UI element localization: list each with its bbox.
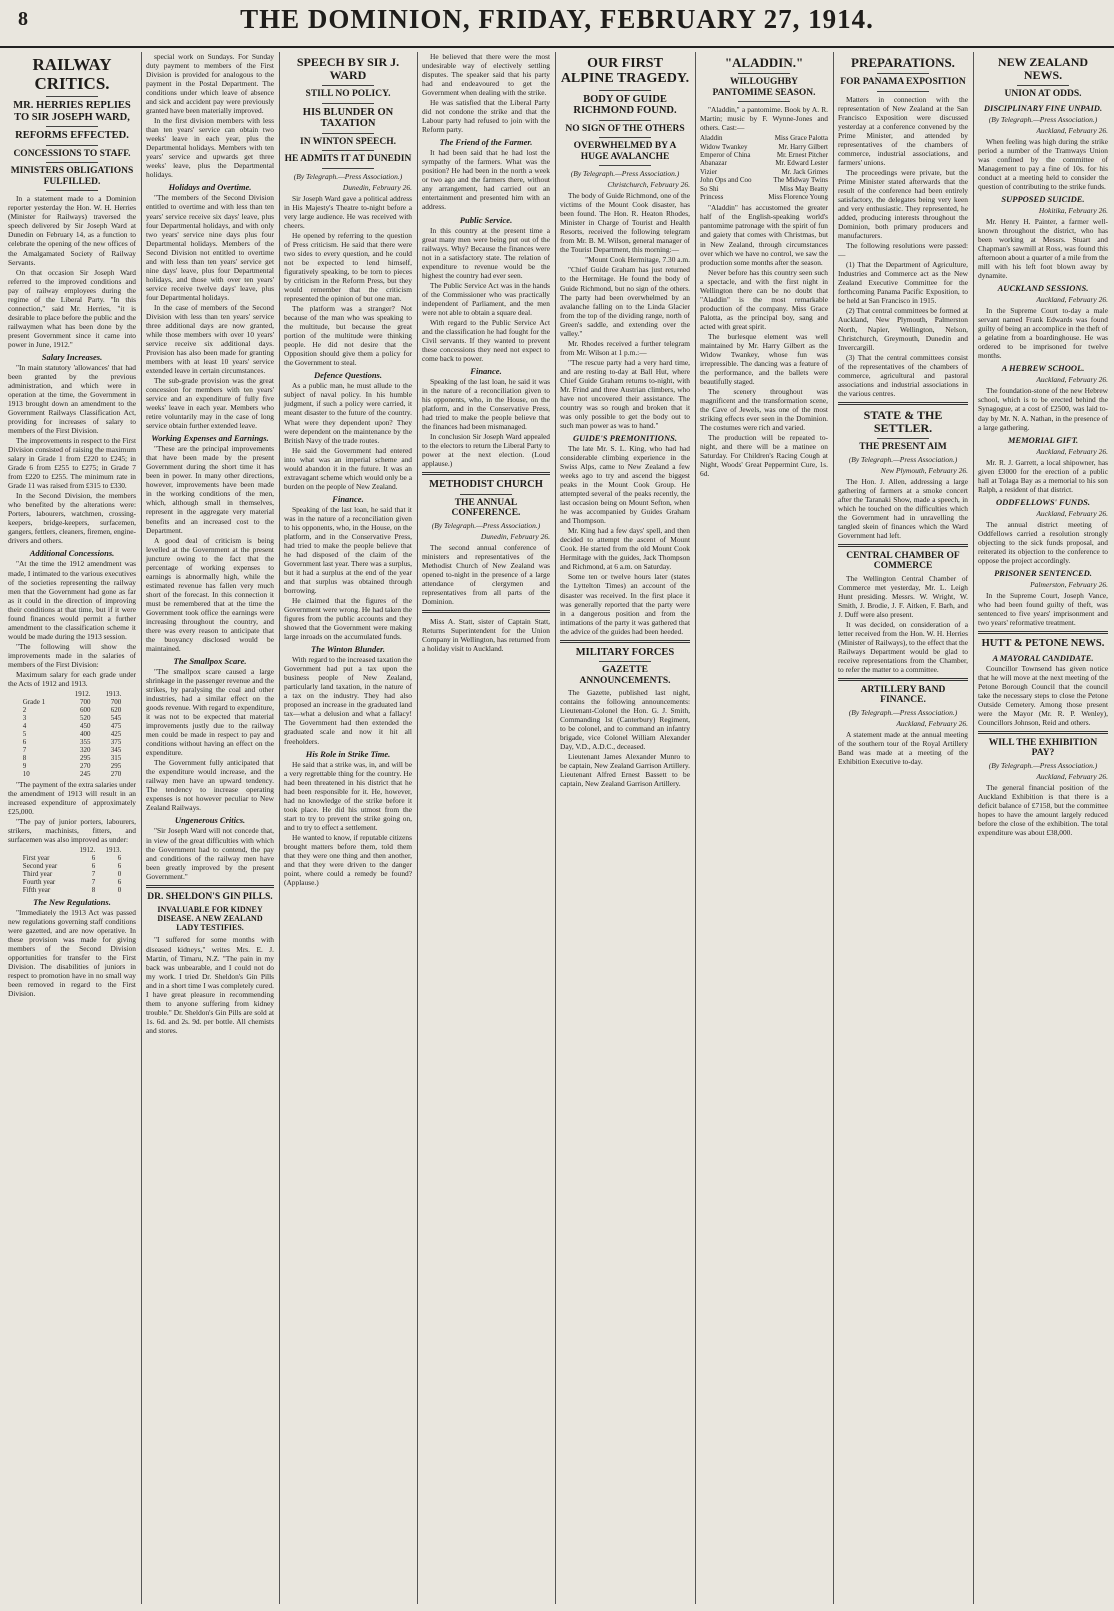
article-paragraph: The burlesque element was well maintained by Mr. Harry Gilbert as the Widow Twankey, whose fun was irrepressible. The dancing was a feature of the performance, and the ballets were beautifully staged. bbox=[700, 331, 828, 386]
deck: BODY OF GUIDE RICHMOND FOUND. bbox=[573, 93, 677, 117]
article-paragraph: (3) That the central committees consist of the representatives of the chambers of commerce, agricultural and pastoral associations and industrial associations in the various centres. bbox=[838, 352, 968, 398]
newspaper-title: THE DOMINION, FRIDAY, FEBRUARY 27, 1914. bbox=[240, 4, 874, 34]
article-paragraph: The sub-grade provision was the great concession for members with ten years' service and an expenditure of fully five weeks' leave in each year. Members who retire voluntarily may in the case of long service obtain further extended leave. bbox=[146, 376, 274, 431]
article-paragraph: "These are the principal improvements that have been made by the present Government during the short time it has been in power. In many other directions, however, improvements have been made in the working conditions of the men, which, although small in themselves, represent in the aggregate very material benefits and an increased cost to the Department. bbox=[146, 444, 274, 535]
headline-methodist-church: METHODIST CHURCH bbox=[429, 479, 543, 491]
article-paragraph: Mr. King had a few days' spell, and then decided to attempt the ascent of Mount Cook. He started from the old Mount Cook Hermitage with the guides, Jack Thompson and Richmond, at 6 a.m. on Saturday. bbox=[560, 526, 690, 572]
article-paragraph: As a public man, he must allude to the subject of naval policy. In his humble judgment, if such a policy were carried, it meant disaster to the future of the country. What were they dependent upon? They were dependent on the maintenance by the British Navy of the trade routes. bbox=[284, 381, 412, 445]
headline-military-forces: MILITARY FORCES bbox=[575, 646, 675, 658]
article-paragraph: In a statement made to a Dominion reporter yesterday the Hon. W. H. Herries (Minister for Railways) traversed the speech delivered by Sir Joseph Ward at Dunedin on February 14, as a function to celebrate the opening of the new offices of the Amalgamated Society of Railway Servants. bbox=[8, 194, 136, 267]
article-paragraph: He believed that there were the most undesirable way of electively settling disputes. The speaker said that his party had and endeavoured to get the Government when dealing with the strike. bbox=[422, 52, 550, 98]
article-paragraph: He said the Government had entered into what was an imperial scheme and would abandon it in the future. It was an extravagant scheme which would only be a burden on the people of New Zealand. bbox=[284, 445, 412, 491]
article-paragraph: Never before has this country seen such a spectacle, and with the first night in Wellington there can be no doubt that "Aladdin" is the most remarkable production of the company. Miss Grace Palotta, as the principal boy, sang and acted with great spirit. bbox=[700, 267, 828, 331]
article-paragraph: "The following will show the improvements made in the salaries of members of the First Division: bbox=[8, 641, 136, 669]
deck: MINISTERS OBLIGATIONS FULFILLED. bbox=[10, 166, 134, 187]
article-paragraph: The Hon. J. Allen, addressing a large gathering of farmers at a smoke concert after the Taranaki Show, made a speech, in which he touched on the difficulties which the Government had in unravelling the tangled skein of finances which the Ward Government had left. bbox=[838, 476, 968, 540]
article-paragraph: He was satisfied that the Liberal Party did not condone the strike and that the Labour party had refused to join with the Reform party. bbox=[422, 98, 550, 135]
subheading: SUPPOSED SUICIDE. bbox=[1001, 194, 1085, 204]
subheading: PRISONER SENTENCED. bbox=[994, 567, 1092, 578]
article-paragraph: "The payment of the extra salaries under the amendment of 1913 will result in an increased expenditure of approximately £25,000. bbox=[8, 779, 136, 817]
advertisement-text: "I suffered for some months with diseased kidneys," writes Mrs. E. J. Martin, of Timaru, N.Z. "The pain in my back was unbearable, and I could not do my work. I tried Dr. Sheldon's Gin Pills and in a short time I was completely cured. I have great pleasure in recommending them to anyone suffering from kidney trouble." Dr. Sheldon's Gin Pills are sold at 1s. 6d. and 2s. 9d. per bottle. All chemists and stores. bbox=[146, 935, 274, 1035]
subheading: The New Regulations. bbox=[33, 897, 111, 908]
subheading: Working Expenses and Earnings. bbox=[151, 433, 269, 444]
article-paragraph: The foundation-stone of the new Hebrew school, which is to be erected behind the Synagogue, at a cost of £2500, was laid to-day by Mr. N. A. Nathan, in the presence of a large gathering. bbox=[978, 386, 1108, 432]
subheading: Finance. bbox=[332, 493, 364, 504]
deck: HIS BLUNDER ON TAXATION bbox=[302, 106, 394, 130]
article-paragraph: The body of Guide Richmond, one of the victims of the Mount Cook disaster, has been found. The Hon. R. Heaton Rhodes, Minister in Charge of Tourist and Health Resorts, received the following telegram from Mr. B. M. Wilson, general manager of the Tourist Department, this morning:— bbox=[560, 191, 690, 255]
article-paragraph: The platform was a stranger? Not because of the man who was speaking to the multitude, but because the great portion of the multitude were thinking people. He did not desire that the Opposition should give them a policy for the Government to steal. bbox=[284, 304, 412, 368]
column-railway-critics bbox=[4, 52, 140, 1604]
list-item: Widow Twankey Mr. Harry Gilbert bbox=[700, 142, 828, 151]
place-date: New Plymouth, February 26. bbox=[880, 465, 968, 475]
article-paragraph: It was decided, on consideration of a letter received from the Hon. W. H. Herries (Minister of Railways), to the effect that the Railways Department would be glad to receive representations from the Chamber, to refer the matter to a committee. bbox=[838, 619, 968, 674]
subheading: Defence Questions. bbox=[314, 370, 382, 381]
headline-ward-speech: SPEECH BY SIR J. WARD bbox=[296, 55, 400, 83]
table-row: 9 270 295 bbox=[22, 761, 122, 770]
article-paragraph: Sir Joseph Ward gave a political address in His Majesty's Theatre to-night before a very large audience. He was received with cheers. bbox=[284, 193, 412, 230]
headline-preparations: PREPARATIONS. bbox=[851, 55, 955, 70]
deck: UNION AT ODDS. bbox=[1004, 89, 1082, 100]
deck: THE ANNUAL CONFERENCE. bbox=[451, 497, 521, 519]
article-paragraph: Matters in connection with the representation of New Zealand at the San Francisco Exposition were discussed yesterday at a conference convened by the Prime Minister, and attended by representatives of the chambers of commerce, industrial associations, and farmers' unions. bbox=[838, 94, 968, 167]
article-paragraph: The general financial position of the Auckland Exhibition is that there is a deficit balance of £7158, but the committee hopes to have the amount largely reduced before the close of the exhibition. The total expenditure was about £38,000. bbox=[978, 782, 1108, 837]
place-date: Auckland, February 26. bbox=[1036, 771, 1108, 781]
table-row: First year 6 6 bbox=[22, 854, 122, 863]
column-railway-continued bbox=[142, 52, 278, 1604]
list-item: Abanazar Mr. Edward Lester bbox=[700, 159, 828, 168]
article-paragraph: Some ten or twelve hours later (states the Lyttelton Times) an account of the disaster was received. In the first place it was generally reported that the party were in a dangerous position and from the intimations of the party it was gathered that the advice of the guides had been heeded. bbox=[560, 572, 690, 636]
list-item: Princess Miss Florence Young bbox=[700, 193, 828, 201]
dateline: (By Telegraph.—Press Association.) bbox=[988, 114, 1098, 124]
headline-aladdin: "ALADDIN." bbox=[724, 55, 804, 70]
article-paragraph: The scenery throughout was magnificent and the transformation scene, the Cave of Jewels, was one of the most striking effects ever seen in the Dominion. The costumes were rich and varied. bbox=[700, 387, 828, 433]
place-date: Dunedin, February 26. bbox=[480, 531, 550, 541]
table-row: 1912. 1913. bbox=[74, 689, 122, 698]
subheading: Ungenerous Critics. bbox=[174, 815, 246, 826]
subheading: The Smallpox Scare. bbox=[173, 655, 247, 666]
article-paragraph: Speaking of the last loan, he said it was in the nature of a reconciliation given to his opponents, who, in the House, on the platform, and in the Conservative Press, had tried to make the people believe that the finances had been mismanaged. bbox=[422, 376, 550, 432]
dateline: (By Telegraph.—Press Association.) bbox=[848, 707, 958, 717]
deck: CONCESSIONS TO STAFF. bbox=[13, 149, 131, 160]
salary-table bbox=[21, 690, 123, 778]
article-paragraph: On that occasion Sir Joseph Ward referred to the improved conditions and pay of railway employees during the regime of the Liberal Party. "In this connection," said Mr. Herries, "it is desirable to place before the public and the railwaymen what has been done by the present Government since it came into power in June, 1912." bbox=[8, 267, 136, 349]
list-item: Vizier Mr. Jack Grimes bbox=[700, 167, 828, 176]
dateline: (By Telegraph.—Press Association.) bbox=[848, 454, 958, 464]
article-paragraph: It had been said that he had lost the sympathy of the farmers. What was the position? He had been in the north a week or two ago and the farmers there, without any arrangement, had carried out an entertainment and presented him with an address. bbox=[422, 148, 550, 212]
article-paragraph: A good deal of criticism is being levelled at the Government at the present juncture owing to the fact that the percentage of working expenses to earnings is abnormally high, while the estimated revenue has fallen very much short of the forecast. In this connection it must be remembered that at the time the Government took office the earnings were increasing throughout the country, and there was every reason to anticipate that the buoyancy disclosed would be maintained. bbox=[146, 535, 274, 653]
table-row: Fourth year 7 6 bbox=[22, 878, 122, 887]
article-paragraph: "The members of the Second Division entitled to overtime and with less than ten years' service receive six days' leave, plus four Departmental holidays, and with only two years' service nine days plus four Departmental holidays. Members of the Second Division not entitled to overtime and with less than ten years' service get nine days' leave, plus four Departmental holidays, and those with over ten years' service receive twelve days' leave, plus four Departmental holidays. bbox=[146, 193, 274, 302]
article-paragraph: (1) That the Department of Agriculture, Industries and Commerce act as the New Zealand Executive Committee for the forthcoming Panama Pacific Exposition, to be held at San Francisco in 1915. bbox=[838, 260, 968, 306]
article-paragraph: With regard to the Public Service Act and the classification he had fought for the Civil servants. If they wanted to prevent these concessions they need not expect to come back to power. bbox=[422, 317, 550, 363]
headline-artillery-band: ARTILLERY BAND FINANCE. bbox=[860, 685, 946, 706]
table-row: 5 400 425 bbox=[22, 729, 122, 738]
dateline: (By Telegraph.—Press Association.) bbox=[570, 169, 680, 179]
subheading: ODDFELLOWS' FUNDS. bbox=[996, 496, 1090, 507]
article-paragraph: "The rescue party had a very hard time, and are resting to-day at Ball Hut, where Chief Guide Graham returns to-night, with Mr. Frind and three Austrian climbers, who have not uncovered their assistance. The country was so rough and broken that it was only possible to get the body out to such man power as was to hand." bbox=[560, 357, 690, 430]
table-row: 7 320 345 bbox=[22, 745, 122, 754]
article-paragraph: In the Supreme Court, Joseph Vance, who had been found guilty of theft, was sentenced to five years' imprisonment and two years' reformative treatment. bbox=[978, 590, 1108, 627]
subheading: Public Service. bbox=[459, 214, 513, 225]
article-paragraph: He opened by referring to the question of Press criticism. He said that there were two sides to every question, and he could not be expected to lend himself, figuratively speaking, to be torn to pieces by criticism in the Reform Press, but they would remember that the criticism represented the opinion of but one man. bbox=[284, 230, 412, 304]
dateline: (By Telegraph.—Press Association.) bbox=[293, 171, 403, 181]
article-paragraph: "Mount Cook Hermitage, 7.30 a.m. bbox=[585, 255, 690, 265]
article-paragraph: The Public Service Act was in the hands of the Commissioner who was practically independent of Parliament, and the men were not able to obtain a square deal. bbox=[422, 280, 550, 317]
article-paragraph: "The pay of junior porters, labourers, strikers, machinists, fitters, and surfacemen was also improved as under: bbox=[8, 817, 136, 845]
subheading: DISCIPLINARY FINE UNPAID. bbox=[983, 102, 1103, 113]
article-paragraph: In conclusion Sir Joseph Ward appealed to the electors to return the Liberal Party to power at the next election. (Loud applause.) bbox=[422, 432, 550, 469]
subheading: Salary Increases. bbox=[41, 351, 103, 362]
place-date: Christchurch, February 26. bbox=[607, 180, 690, 190]
article-paragraph: The proceedings were private, but the Prime Minister stated afterwards that the result of the conference had been entirely satisfactory, the delegates being very keen and very enthusiastic. They represented, he added, producing interests throughout the Dominion, both primary producers and manufacturers. bbox=[838, 167, 968, 241]
place-date: Auckland, February 26. bbox=[1036, 508, 1108, 518]
advertisement-headline: DR. SHELDON'S GIN PILLS. bbox=[147, 891, 273, 902]
article-paragraph: The second annual conference of ministers and representatives of the Methodist Church of New Zealand was opened to-night in the presence of a large attendance of clergymen and representatives from all parts of the Dominion. bbox=[422, 542, 550, 606]
deck: REFORMS EFFECTED. bbox=[15, 130, 129, 142]
place-date: Auckland, February 26. bbox=[896, 718, 968, 728]
table-row: 2 600 620 bbox=[22, 705, 122, 714]
article-paragraph: When feeling was high during the strike period a number of the Tramways Union was confined by the committee of Management to pay a fine of 10s. for his conduct at a meeting held to consider the question of contributing to the strike funds. bbox=[978, 136, 1108, 191]
article-paragraph: In the case of members of the Second Division with less than ten years' service three additional days are now granted, while those members with over 10 years' service receive six additional days. Provision has also been made for granting members with at least 10 years' service extended leave in certain circumstances. bbox=[146, 302, 274, 376]
subheading: A MAYORAL CANDIDATE. bbox=[992, 652, 1094, 663]
column-ward-speech bbox=[280, 52, 416, 1604]
place-date: Auckland, February 26. bbox=[1036, 446, 1108, 456]
article-paragraph: "Sir Joseph Ward will not concede that, in view of the great difficulties with which the Government had to contend, the pay and conditions of the railway men have been greatly improved by the present Government." bbox=[146, 826, 274, 881]
deck: HE ADMITS IT AT DUNEDIN bbox=[284, 154, 412, 165]
article-paragraph: special work on Sundays. For Sunday duty payment to members of the First Division is provided for analogous to the payment in the Postal Department. The conditions under which leave of absence and sick and accident pay were previously granted have been materially improved. bbox=[146, 52, 274, 116]
column-alpine-tragedy bbox=[556, 52, 694, 1604]
article-paragraph: Miss A. Statt, sister of Captain Statt, Returns Superintendent for the Union Company in Wellington, has returned from a holiday visit to Auckland. bbox=[422, 616, 550, 654]
cast-list bbox=[700, 134, 828, 201]
list-item: Aladdin Miss Grace Palotta bbox=[700, 134, 828, 143]
headline-state-settler: STATE & THE SETTLER. bbox=[863, 407, 943, 435]
place-date: Auckland, February 26. bbox=[1036, 295, 1108, 305]
place-date: Hokitika, February 26. bbox=[1038, 206, 1108, 215]
page-number: 8 bbox=[18, 8, 28, 30]
list-item: Emperor of China Mr. Ernest Pitcher bbox=[700, 151, 828, 160]
article-paragraph: Councillor Townsend has given notice that he will move at the next meeting of the Petone Borough Council that the council take the necessary steps to close the Petone Outside Cemetery. Among those present were the Mayor (Mr. R. P. Wenley), Councillors Johnson, Reid and others. bbox=[978, 663, 1108, 727]
list-item: John Ops and Coo The Midway Twins bbox=[700, 176, 828, 185]
article-paragraph: "Chief Guide Graham has just returned to the Hermitage. He found the body of Guide Richmond, but no sign of the others. The party had been overwhelmed by an avalanche falling on to the Linda Glacier from the top of the dividing range, north of Green's saddle, and extending over the valley." bbox=[560, 265, 690, 338]
column-aladdin bbox=[696, 52, 832, 1604]
place-date: Auckland, February 26. bbox=[1036, 125, 1108, 135]
deck: WILLOUGHBY PANTOMIME SEASON. bbox=[712, 77, 816, 98]
subheading: Finance. bbox=[470, 365, 502, 376]
deck: OVERWHELMED BY A HUGE AVALANCHE bbox=[573, 141, 677, 162]
article-paragraph: Mr. Henry H. Painter, a farmer well-known throughout the district, who has been working at Messrs. Stuart and Chapman's sawmill at Ross, was found this afternoon about a quarter of a mile from the mill with his left foot blown away by dynamite. bbox=[978, 217, 1108, 281]
article-paragraph: "Aladdin," a pantomime. Book by A. R. Martin; music by F. Wynne-Jones and others. Cast:— bbox=[700, 105, 828, 133]
article-paragraph: Mr. Rhodes received a further telegram from Mr. Wilson at 1 p.m.:— bbox=[560, 338, 690, 357]
article-paragraph: The following resolutions were passed:— bbox=[838, 241, 968, 260]
place-date: Dunedin, February 26. bbox=[342, 182, 412, 192]
table-row: 10 245 270 bbox=[22, 769, 122, 778]
advertisement-subheadline: INVALUABLE FOR KIDNEY DISEASE. A NEW ZEALAND LADY TESTIFIES. bbox=[157, 905, 263, 932]
headline-nz-news: NEW ZEALAND NEWS. bbox=[997, 55, 1089, 83]
column-preparations bbox=[834, 52, 972, 1604]
subheading: Holidays and Overtime. bbox=[168, 182, 252, 193]
deck: NO SIGN OF THE OTHERS bbox=[565, 123, 685, 134]
article-paragraph: In the first division members with less than ten years' service can obtain two weeks' leave in each year, plus the Departmental holidays. Members with ten years' service and upwards get three weeks' leave, plus the Departmental holidays. bbox=[146, 116, 274, 180]
table-row: 8 295 315 bbox=[22, 753, 122, 762]
place-date: Palmerston, February 26. bbox=[1030, 579, 1108, 589]
article-paragraph: Lieutenant James Alexander Munro to be captain, New Zealand Garrison Artillery. Lieutenant Alfred Ernest Bassett to be captain, New Zealand Garrison Artillery. bbox=[560, 752, 690, 789]
article-paragraph: "The smallpox scare caused a large shrinkage in the passenger revenue and the strikes, by paralysing the coal and other industries, had a similar effect on the goods revenue. With regard to expenditure, it was not to be expected that material improvements justly due to the railway men could be made in respect to pay and conditions without having an effect on the expenditure. bbox=[146, 666, 274, 758]
table-row: Fifth year 8 0 bbox=[22, 886, 122, 895]
wages-table bbox=[21, 846, 123, 894]
article-paragraph: The improvements in respect to the First Division consisted of raising the maximum salary in Grade 1 from £220 to £245; in Grade 6 from £255 to £275; in Grade 7 from £220 to £255. The minimum rate in Grade 11 was raised from £315 to £330. bbox=[8, 436, 136, 491]
table-row: 3 520 545 bbox=[22, 713, 122, 722]
table-row: 4 450 475 bbox=[22, 721, 122, 730]
article-paragraph: "Immediately the 1913 Act was passed new regulations governing staff conditions were gazetted, and are now operative. In these provision was made for giving members of the Second Division opportunities for transfer to the First Division. The disabilities of juniors in respect to promotion have in no small way been removed in regard to the First Division. bbox=[8, 908, 136, 999]
article-paragraph: In the Second Division, the members who benefited by the alterations were: Porters, labourers, watchmen, crossing-keepers, bridge-keepers, surfacemen, gangers, fettlers, cleaners, firemen, engine-drivers and others. bbox=[8, 491, 136, 546]
headline-exhibition-pay: WILL THE EXHIBITION PAY? bbox=[988, 737, 1098, 759]
article-paragraph: The production will be repeated to-night, and there will be a matinee on Saturday. For Children's Racing Cough at Night, Woods' Great Peppermint Cure, 1s. 6d. bbox=[700, 433, 828, 479]
subheading: A HEBREW SCHOOL. bbox=[1001, 363, 1085, 374]
article-paragraph: In this country at the present time a great many men were being put out of the railways. Why? Because the finances were not in a satisfactory state. The relation of expenditure to revenue would be the highest the country had ever seen. bbox=[422, 225, 550, 280]
deck: MR. HERRIES REPLIES TO SIR JOSEPH WARD, bbox=[13, 100, 131, 123]
list-item: So Shi Miss May Beatty bbox=[700, 184, 828, 193]
subheading: His Role in Strike Time. bbox=[305, 748, 391, 759]
article-paragraph: In the Supreme Court to-day a male servant named Frank Edwards was found guilty of being an accomplice in the theft of a gelatine from a boardinghouse. He was ordered to be imprisoned for twelve months. bbox=[978, 306, 1108, 361]
article-paragraph: The late Mr. S. L. King, who had had considerable climbing experience in the Swiss Alps, came to New Zealand a few weeks ago to try and ascend the biggest peaks in the Mount Cook Group. He attempted several of the peaks recently, the last occasion being on Mount Sefton, when he was accompanied by Guides Graham and Thompson. bbox=[560, 444, 690, 526]
headline-railway-critics: RAILWAY CRITICS. bbox=[32, 55, 112, 93]
article-paragraph: The Government fully anticipated that the expenditure would increase, and the railway men have an upward tendency. The tendency to increase operating expenses is not however peculiar to New Zealand Railways. bbox=[146, 758, 274, 813]
table-row: Grade 1 700 700 bbox=[22, 697, 122, 706]
article-paragraph: "At the time the 1912 amendment was made, I intimated to the various executives of the societies representing the railway men that the Government had gone as far as it could in the direction of improving their conditions at that time, but if it were found finances would permit a further amendment to the classification scheme it would be made during the 1913 session. bbox=[8, 559, 136, 641]
headline-hutt-petone: HUTT & PETONE NEWS. bbox=[981, 637, 1105, 649]
subheading: Additional Concessions. bbox=[29, 548, 115, 559]
dateline: (By Telegraph.—Press Association.) bbox=[431, 520, 541, 530]
subheading: MEMORIAL GIFT. bbox=[1007, 434, 1079, 445]
article-paragraph: "In main statutory 'allowances' that had been granted by the previous administration, and which were in operation at the time, the Government in 1913 brought down an amendment to the Government Railways Classification Act, providing for increases of salary to members of the First Division. bbox=[8, 362, 136, 436]
headline-central-chamber: CENTRAL CHAMBER OF COMMERCE bbox=[846, 550, 960, 572]
subheading: The Winton Blunder. bbox=[311, 644, 385, 655]
deck: STILL NO POLICY. bbox=[305, 89, 391, 100]
article-paragraph: (2) That central committees be formed at Auckland, New Plymouth, Palmerston North, Napier, Wellington, Nelson, Christchurch, Greymouth, Dunedin and Invercargill. bbox=[838, 306, 968, 352]
deck: IN WINTON SPEECH. bbox=[300, 136, 396, 147]
article-paragraph: Mr. R. J. Garrett, a local shipowner, has given £3000 for the erection of a public hall at Tolaga Bay as a memorial to his son Ralph, a resident of that district. bbox=[978, 457, 1108, 494]
article-paragraph: He wanted to know, if reputable citizens brought matters before them, told them that they were one thing and then another, and that they were driven to the danger point, where could a remedy be found? (Applause.) bbox=[284, 832, 412, 887]
deck: THE PRESENT AIM bbox=[859, 442, 947, 453]
deck: FOR PANAMA EXPOSITION bbox=[840, 77, 966, 88]
subheading: AUCKLAND SESSIONS. bbox=[997, 283, 1089, 294]
table-row: Third year 7 0 bbox=[22, 870, 122, 879]
deck: GAZETTE ANNOUNCEMENTS. bbox=[579, 665, 671, 686]
article-paragraph: The annual district meeting of Oddfellows carried a resolution strongly objecting to the sick funds proposal, and reiterated its objection to the conference to oppose the project accordingly. bbox=[978, 519, 1108, 565]
article-paragraph: With regard to the increased taxation the Government had put a tax upon the business people of New Zealand, particularly land taxation, in the nature of a tax on the industry. They had also proposed an increase in the graduated land tax—what a delusion and what a fallacy! The Government had then extended the graduated scale and now it hit all freeholders. bbox=[284, 655, 412, 746]
article-paragraph: The Wellington Central Chamber of Commerce met yesterday, Mr. L. Leigh Hunt presiding. Messrs. W. Wright, W. Smith, J. Brodie, J. F. Aitken, F. Barh, and J. Duff were also present. bbox=[838, 573, 968, 619]
place-date: Auckland, February 26. bbox=[1036, 375, 1108, 385]
article-paragraph: A statement made at the annual meeting of the southern tour of the Royal Artillery Band was made at a meeting of the Exhibition Executive to-day. bbox=[838, 729, 968, 766]
table-row: 1912. 1913. bbox=[79, 846, 122, 855]
table-caption: Maximum salary for each grade under the Acts of 1912 and 1913. bbox=[8, 669, 136, 688]
article-paragraph: Speaking of the last loan, he said that it was in the nature of a reconciliation given to his opponents, who, in the House, on the platform, and in the Conservative Press, had tried to make the people believe that he had disposed of the claim of the Government last year. There was a surplus, but it had a surplus at the end of the year and that surplus was obtained through borrowing. bbox=[284, 504, 412, 596]
article-paragraph: The Gazette, published last night, contains the following announcements: Lieutenant-Colonel the Hon. G. J. Smith, Commanding 1st (Canterbury) Regiment, to be colonel, and to command an infantry brigade, vice Colonel William Alexander Day, V.D., A.D.C., deceased. bbox=[560, 688, 690, 752]
column-nz-news bbox=[974, 52, 1112, 1604]
table-row: Second year 6 6 bbox=[22, 862, 122, 871]
subheading: GUIDE'S PREMONITIONS. bbox=[573, 433, 677, 443]
headline-alpine-tragedy: OUR FIRST ALPINE TRAGEDY. bbox=[560, 56, 690, 87]
subheading: The Friend of the Farmer. bbox=[439, 137, 533, 148]
article-paragraph: "Aladdin" has accustomed the greater half of the English-speaking world's pantomime patronage with the spirit of fun and gaiety that comes with Christmas, but in New Zealand, through circumstances over which we have no control, we saw the production some months after the season. bbox=[700, 203, 828, 267]
table-row: 6 355 375 bbox=[22, 737, 122, 746]
dateline: (By Telegraph.—Press Association.) bbox=[988, 760, 1098, 770]
column-speech-continued bbox=[418, 52, 554, 1604]
article-paragraph: He said that a strike was, in, and will be a very regrettable thing for the country. He had been threatened in his district that he had been responsible for it. He, however, had no knowledge of the strike before it took place. He did his utmost from the start to try to prevent the strike going on, and to try to effect a settlement. bbox=[284, 759, 412, 832]
masthead bbox=[0, 0, 1114, 48]
article-paragraph: He claimed that the figures of the Government were wrong. He had taken the figures from the public accounts and they showed that the Government were making large inroads on the accumulated funds. bbox=[284, 596, 412, 642]
